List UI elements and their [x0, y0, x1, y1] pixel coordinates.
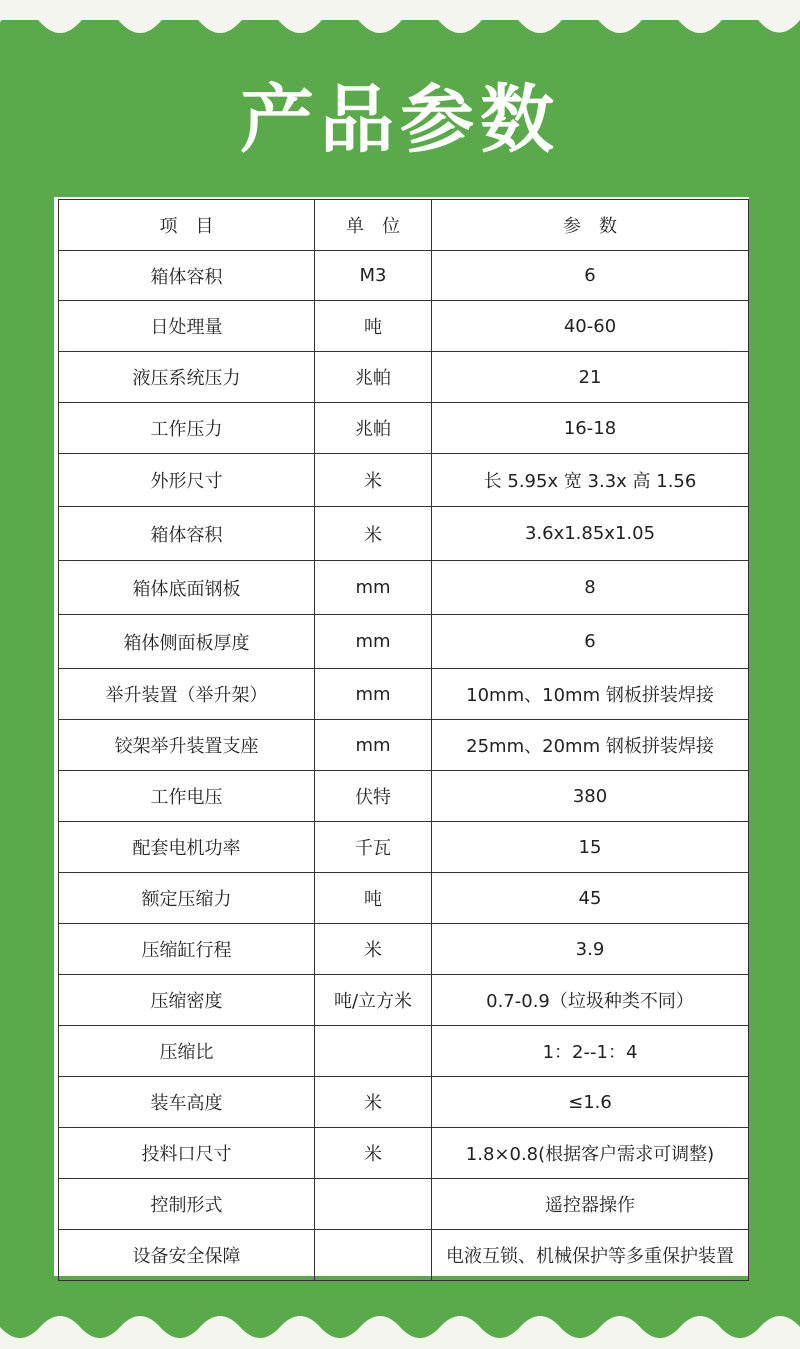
row-unit-cell: 米 [315, 454, 432, 507]
top-wave-border [0, 0, 800, 48]
row-item-cell: 压缩缸行程 [59, 924, 315, 975]
row-unit-cell: mm [315, 615, 432, 669]
table-row [59, 352, 749, 403]
table-row [59, 1026, 749, 1077]
row-item-cell: 箱体底面钢板 [59, 561, 315, 615]
row-unit-cell: M3 [315, 251, 432, 301]
table-row [59, 1230, 749, 1281]
table-row [59, 873, 749, 924]
row-value-cell: 16-18 [432, 403, 749, 454]
row-item-cell: 配套电机功率 [59, 822, 315, 873]
table-row [59, 822, 749, 873]
row-unit-cell: 米 [315, 507, 432, 561]
row-item-cell: 压缩比 [59, 1026, 315, 1077]
row-value-cell: 45 [432, 873, 749, 924]
row-unit-cell: 千瓦 [315, 822, 432, 873]
row-item-cell: 设备安全保障 [59, 1230, 315, 1281]
row-item-cell: 投料口尺寸 [59, 1128, 315, 1179]
row-item-cell: 举升装置（举升架） [59, 669, 315, 720]
row-item-cell: 液压系统压力 [59, 352, 315, 403]
row-value-cell: 1：2--1：4 [432, 1026, 749, 1077]
row-item-cell: 控制形式 [59, 1179, 315, 1230]
table-row [59, 615, 749, 669]
row-item-cell: 铰架举升装置支座 [59, 720, 315, 771]
row-unit-cell: 米 [315, 1128, 432, 1179]
row-value-cell: 遥控器操作 [432, 1179, 749, 1230]
table-row [59, 507, 749, 561]
row-item-cell: 箱体容积 [59, 507, 315, 561]
row-unit-cell: 兆帕 [315, 403, 432, 454]
bottom-wave-border [0, 1301, 800, 1349]
row-item-cell: 外形尺寸 [59, 454, 315, 507]
table-row [59, 301, 749, 352]
row-value-cell: 6 [432, 251, 749, 301]
row-unit-cell: 米 [315, 924, 432, 975]
row-unit-cell [315, 1230, 432, 1281]
row-value-cell: 长 5.95x 宽 3.3x 高 1.56 [432, 454, 749, 507]
table-row [59, 924, 749, 975]
table-row [59, 561, 749, 615]
row-value-cell: 15 [432, 822, 749, 873]
table-row [59, 403, 749, 454]
row-unit-cell: mm [315, 720, 432, 771]
row-item-cell: 箱体容积 [59, 251, 315, 301]
row-unit-cell [315, 1179, 432, 1230]
row-value-cell: 1.8×0.8(根据客户需求可调整) [432, 1128, 749, 1179]
row-value-cell: 8 [432, 561, 749, 615]
table-row [59, 251, 749, 301]
row-item-cell: 箱体侧面板厚度 [59, 615, 315, 669]
row-unit-cell: 兆帕 [315, 352, 432, 403]
table-row [59, 1128, 749, 1179]
row-item-cell: 装车高度 [59, 1077, 315, 1128]
row-item-cell: 日处理量 [59, 301, 315, 352]
row-value-cell: 0.7-0.9（垃圾种类不同） [432, 975, 749, 1026]
row-value-cell: 25mm、20mm 钢板拼装焊接 [432, 720, 749, 771]
table-row [59, 454, 749, 507]
table-row [59, 975, 749, 1026]
parameter-table-panel [54, 197, 749, 1276]
row-value-cell: 380 [432, 771, 749, 822]
row-value-cell: ≤1.6 [432, 1077, 749, 1128]
row-unit-cell: mm [315, 561, 432, 615]
row-unit-cell: 吨 [315, 301, 432, 352]
row-value-cell: 10mm、10mm 钢板拼装焊接 [432, 669, 749, 720]
row-item-cell: 压缩密度 [59, 975, 315, 1026]
table-row [59, 771, 749, 822]
row-unit-cell: 吨/立方米 [315, 975, 432, 1026]
row-value-cell: 40-60 [432, 301, 749, 352]
header-unit: 单 位 [315, 200, 432, 251]
header-item: 项 目 [59, 200, 315, 251]
table-row [59, 720, 749, 771]
table-header-row [59, 200, 749, 251]
table-row [59, 1077, 749, 1128]
row-item-cell: 额定压缩力 [59, 873, 315, 924]
row-unit-cell: 米 [315, 1077, 432, 1128]
row-unit-cell: 伏特 [315, 771, 432, 822]
table-row [59, 1179, 749, 1230]
row-unit-cell [315, 1026, 432, 1077]
row-value-cell: 6 [432, 615, 749, 669]
row-value-cell: 3.6x1.85x1.05 [432, 507, 749, 561]
page-title: 产品参数 [240, 77, 560, 163]
row-unit-cell: 吨 [315, 873, 432, 924]
table-row [59, 669, 749, 720]
row-value-cell: 21 [432, 352, 749, 403]
row-value-cell: 3.9 [432, 924, 749, 975]
row-value-cell: 电液互锁、机械保护等多重保护装置 [432, 1230, 749, 1281]
row-item-cell: 工作电压 [59, 771, 315, 822]
row-item-cell: 工作压力 [59, 403, 315, 454]
parameter-table [58, 199, 749, 1281]
row-unit-cell: mm [315, 669, 432, 720]
header-value: 参 数 [432, 200, 749, 251]
